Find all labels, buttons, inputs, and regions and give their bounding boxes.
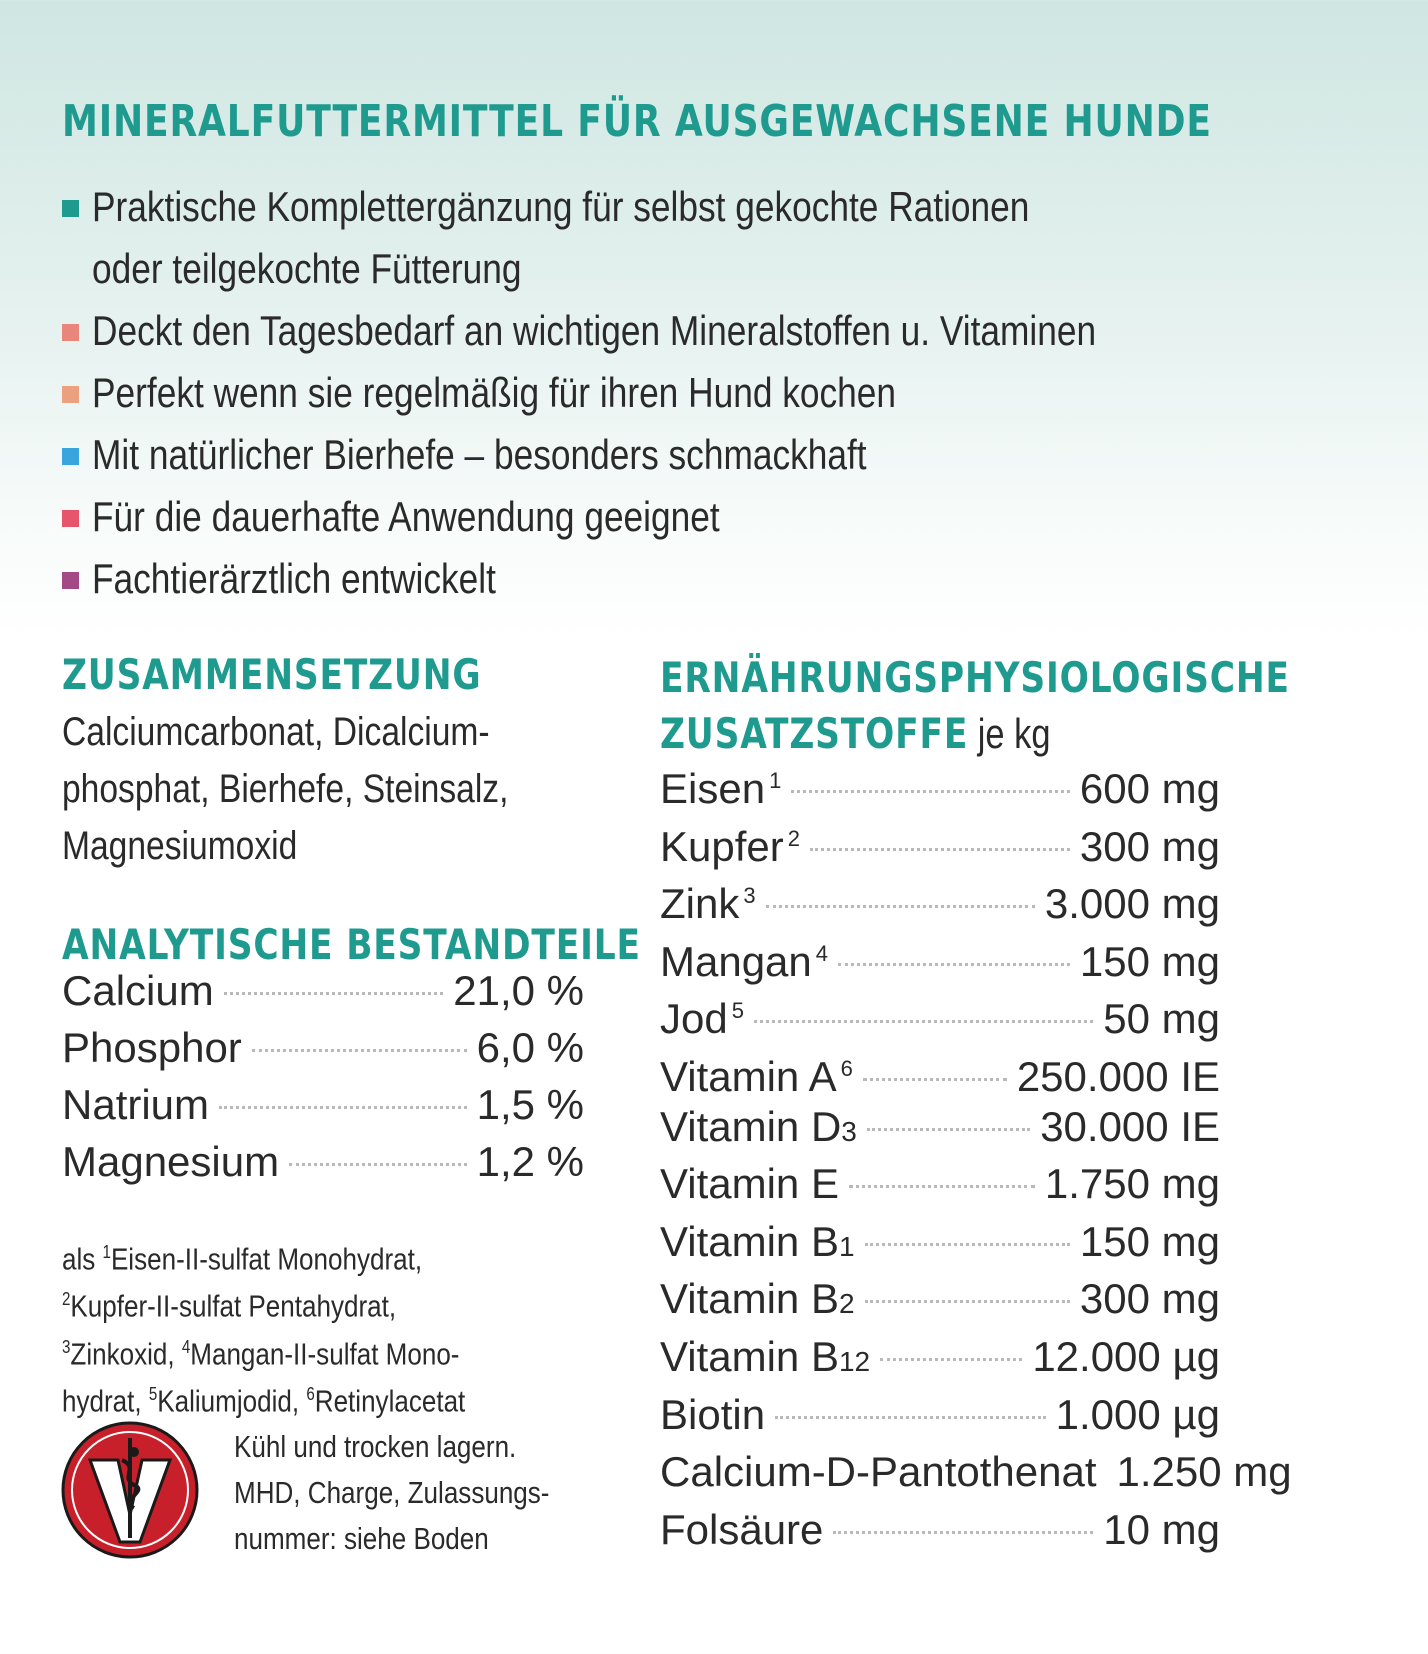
composition-line: phosphat, Bierhefe, Steinsalz, bbox=[62, 767, 509, 811]
table-row bbox=[660, 982, 1220, 1043]
row-value: 21,0 % bbox=[453, 967, 584, 1014]
storage-line: nummer: siehe Boden bbox=[234, 1521, 489, 1556]
row-label-text: Mangan bbox=[660, 937, 812, 985]
row-label-footnote: 4 bbox=[815, 940, 829, 966]
row-label-footnote: 1 bbox=[769, 768, 782, 793]
footnote-text: Mangan-II-sulfat Mono- bbox=[190, 1335, 460, 1371]
table-row bbox=[660, 1386, 1220, 1444]
footnote-text: Kupfer-II-sulfat Pentahydrat, bbox=[70, 1288, 397, 1324]
dot-leader bbox=[865, 1300, 1070, 1303]
row-value: 10 mg bbox=[1103, 1505, 1220, 1553]
footnote-text: Kaliumjodid, bbox=[157, 1383, 307, 1419]
list-item bbox=[62, 176, 1242, 238]
row-label bbox=[62, 1076, 209, 1134]
dot-leader bbox=[863, 1078, 1007, 1081]
row-label-footnote: 5 bbox=[731, 998, 744, 1024]
row-label bbox=[62, 1133, 279, 1191]
composition-line: Calciumcarbonat, Dicalcium- bbox=[62, 710, 490, 754]
row-label bbox=[660, 810, 800, 876]
row-label bbox=[660, 867, 756, 933]
table-row bbox=[660, 810, 1220, 868]
row-label bbox=[660, 752, 781, 818]
row-label-text: Vitamin B bbox=[660, 1275, 839, 1323]
row-value: 600 mg bbox=[1079, 765, 1220, 812]
row-value: 12.000 µg bbox=[1032, 1333, 1220, 1380]
row-label-subscript: 1 bbox=[838, 1230, 855, 1262]
table-row bbox=[660, 1213, 1220, 1271]
row-label-text: Vitamin E bbox=[660, 1160, 839, 1208]
composition-line: Magnesiumoxid bbox=[62, 824, 298, 868]
footnote-number: 5 bbox=[148, 1383, 158, 1404]
table-row bbox=[660, 1328, 1220, 1386]
dot-leader bbox=[252, 1049, 467, 1052]
footnote-number: 3 bbox=[62, 1336, 71, 1357]
table-row bbox=[660, 1270, 1220, 1328]
table-row bbox=[62, 1133, 584, 1191]
bullet-square-icon bbox=[62, 324, 79, 341]
row-label bbox=[660, 925, 828, 991]
row-label bbox=[660, 1328, 870, 1391]
row-label-text: Jod bbox=[660, 995, 728, 1043]
bullet-text: Perfekt wenn sie regelmäßig für ihren Hund kochen bbox=[92, 369, 897, 416]
footnote-text: Eisen-II-sulfat Monohydrat, bbox=[110, 1241, 423, 1277]
footnote-number: 1 bbox=[102, 1242, 111, 1262]
row-label-subscript: 3 bbox=[841, 1115, 857, 1147]
bullet-text: Mit natürlicher Bierhefe – besonders schmackhaft bbox=[92, 431, 867, 478]
table-row bbox=[660, 1155, 1220, 1213]
row-label-footnote: 3 bbox=[743, 883, 756, 909]
feature-list bbox=[62, 176, 1242, 610]
list-item bbox=[62, 424, 1242, 486]
row-value: 6,0 % bbox=[476, 1024, 584, 1071]
list-item bbox=[62, 486, 1242, 548]
row-label-text: Zink bbox=[660, 880, 740, 928]
row-label-text: Calcium bbox=[62, 967, 214, 1014]
dot-leader bbox=[849, 1185, 1035, 1188]
dot-leader bbox=[865, 1243, 1070, 1246]
bullet-square-icon bbox=[62, 200, 79, 217]
row-label-text: Calcium-D-Pantothenat bbox=[660, 1448, 1097, 1496]
bullet-square-icon bbox=[62, 572, 79, 589]
footnote-text: als bbox=[62, 1241, 103, 1277]
row-label-footnote: 6 bbox=[840, 1056, 853, 1081]
row-label-subscript: 2 bbox=[838, 1288, 855, 1320]
row-label bbox=[62, 962, 214, 1020]
table-row bbox=[660, 925, 1220, 983]
row-value: 50 mg bbox=[1103, 995, 1220, 1043]
row-value: 300 mg bbox=[1079, 1275, 1220, 1323]
dot-leader bbox=[775, 1416, 1046, 1419]
row-value: 30.000 IE bbox=[1040, 1102, 1220, 1150]
dot-leader bbox=[833, 1531, 1093, 1534]
row-label bbox=[660, 1098, 857, 1161]
row-label bbox=[660, 1155, 839, 1213]
table-row bbox=[660, 1098, 1220, 1156]
dot-leader bbox=[810, 848, 1070, 851]
composition-text bbox=[62, 704, 593, 875]
footnote-line bbox=[62, 1374, 465, 1421]
row-label bbox=[660, 1270, 855, 1333]
page-title: MINERALFUTTERMITTEL FÜR AUSGEWACHSENE HUNDE bbox=[62, 96, 1212, 147]
dot-leader bbox=[289, 1163, 466, 1166]
row-label-subscript: 12 bbox=[838, 1346, 871, 1377]
dot-leader bbox=[880, 1358, 1022, 1361]
table-row bbox=[660, 1040, 1220, 1098]
dot-leader bbox=[766, 905, 1035, 908]
list-item bbox=[62, 300, 1242, 362]
row-value: 150 mg bbox=[1079, 1217, 1220, 1265]
additives-title-suffix: je kg bbox=[968, 710, 1051, 757]
footnote-text: Retinylacetat bbox=[314, 1383, 466, 1419]
additives-title-word: ZUSATZSTOFFE bbox=[660, 709, 969, 758]
table-row bbox=[660, 1501, 1220, 1559]
row-label-text: Eisen bbox=[660, 765, 766, 812]
row-label bbox=[660, 1040, 853, 1106]
list-item-continuation bbox=[62, 238, 1242, 300]
table-row bbox=[62, 962, 584, 1020]
footnote-text: Zinkoxid, bbox=[70, 1335, 182, 1371]
bullet-text: oder teilgekochte Fütterung bbox=[92, 245, 522, 292]
row-label bbox=[660, 1443, 1097, 1501]
row-value: 1.000 µg bbox=[1055, 1390, 1220, 1438]
dot-leader bbox=[791, 790, 1070, 793]
row-value: 1,2 % bbox=[476, 1138, 584, 1185]
footnote-line bbox=[62, 1232, 465, 1279]
row-label-text: Vitamin B bbox=[660, 1333, 839, 1380]
footnote-number: 4 bbox=[181, 1336, 191, 1357]
row-value: 3.000 mg bbox=[1044, 880, 1220, 928]
table-row bbox=[660, 1443, 1292, 1501]
footnote-text: hydrat, bbox=[62, 1383, 149, 1419]
row-label-text: Kupfer bbox=[660, 822, 784, 870]
footnote-line bbox=[62, 1327, 465, 1374]
storage-note bbox=[234, 1424, 610, 1562]
row-label-text: Biotin bbox=[660, 1390, 766, 1438]
row-label bbox=[660, 1386, 765, 1444]
dot-leader bbox=[867, 1128, 1030, 1131]
dot-leader bbox=[224, 992, 444, 995]
vet-logo-icon bbox=[60, 1420, 200, 1560]
dot-leader bbox=[838, 963, 1070, 966]
list-item bbox=[62, 548, 1242, 610]
bullet-text: Praktische Komplettergänzung für selbst gekochte Rationen bbox=[92, 183, 1030, 230]
row-label bbox=[660, 982, 744, 1048]
row-label-text: Vitamin D bbox=[660, 1102, 842, 1150]
footnote-number: 2 bbox=[62, 1289, 71, 1310]
storage-line: Kühl und trocken lagern. bbox=[234, 1429, 517, 1464]
bullet-square-icon bbox=[62, 510, 79, 527]
row-value: 1.750 mg bbox=[1044, 1160, 1220, 1208]
row-value: 250.000 IE bbox=[1016, 1053, 1220, 1100]
dot-leader bbox=[219, 1106, 467, 1109]
row-label bbox=[62, 1019, 242, 1077]
additives-title bbox=[660, 650, 1428, 762]
bullet-text: Fachtierärztlich entwickelt bbox=[92, 555, 496, 602]
dot-leader bbox=[754, 1020, 1093, 1023]
row-label-footnote: 2 bbox=[787, 825, 800, 851]
composition-title: ZUSAMMENSETZUNG bbox=[62, 650, 482, 699]
row-label-text: Folsäure bbox=[660, 1505, 824, 1553]
storage-line: MHD, Charge, Zulassungs- bbox=[234, 1475, 550, 1510]
footnote-number: 6 bbox=[306, 1383, 315, 1404]
bullet-square-icon bbox=[62, 448, 79, 465]
additives-title-line: ERNÄHRUNGSPHYSIOLOGISCHE bbox=[660, 653, 1290, 702]
list-item bbox=[62, 362, 1242, 424]
row-label-text: Vitamin B bbox=[660, 1217, 839, 1265]
row-label-text: Natrium bbox=[62, 1081, 210, 1128]
table-row bbox=[660, 867, 1220, 928]
row-label bbox=[660, 1213, 855, 1276]
analytical-title: ANALYTISCHE BESTANDTEILE bbox=[62, 920, 641, 969]
row-value: 1.250 mg bbox=[1116, 1448, 1292, 1496]
row-label bbox=[660, 1501, 823, 1559]
row-label-text: Vitamin A bbox=[660, 1053, 837, 1100]
footnote-line bbox=[62, 1279, 465, 1326]
table-row bbox=[660, 752, 1220, 810]
row-value: 1,5 % bbox=[476, 1081, 584, 1128]
bullet-text: Deckt den Tagesbedarf an wichtigen Mineralstoffen u. Vitaminen bbox=[92, 307, 1097, 354]
row-value: 300 mg bbox=[1079, 822, 1220, 870]
bullet-text: Für die dauerhafte Anwendung geeignet bbox=[92, 493, 720, 540]
bullet-square-icon bbox=[62, 386, 79, 403]
row-value: 150 mg bbox=[1079, 937, 1220, 985]
table-row bbox=[62, 1019, 584, 1077]
table-row bbox=[62, 1076, 584, 1134]
footnotes bbox=[62, 1232, 542, 1421]
row-label-text: Phosphor bbox=[62, 1024, 242, 1071]
row-label-text: Magnesium bbox=[62, 1138, 280, 1185]
